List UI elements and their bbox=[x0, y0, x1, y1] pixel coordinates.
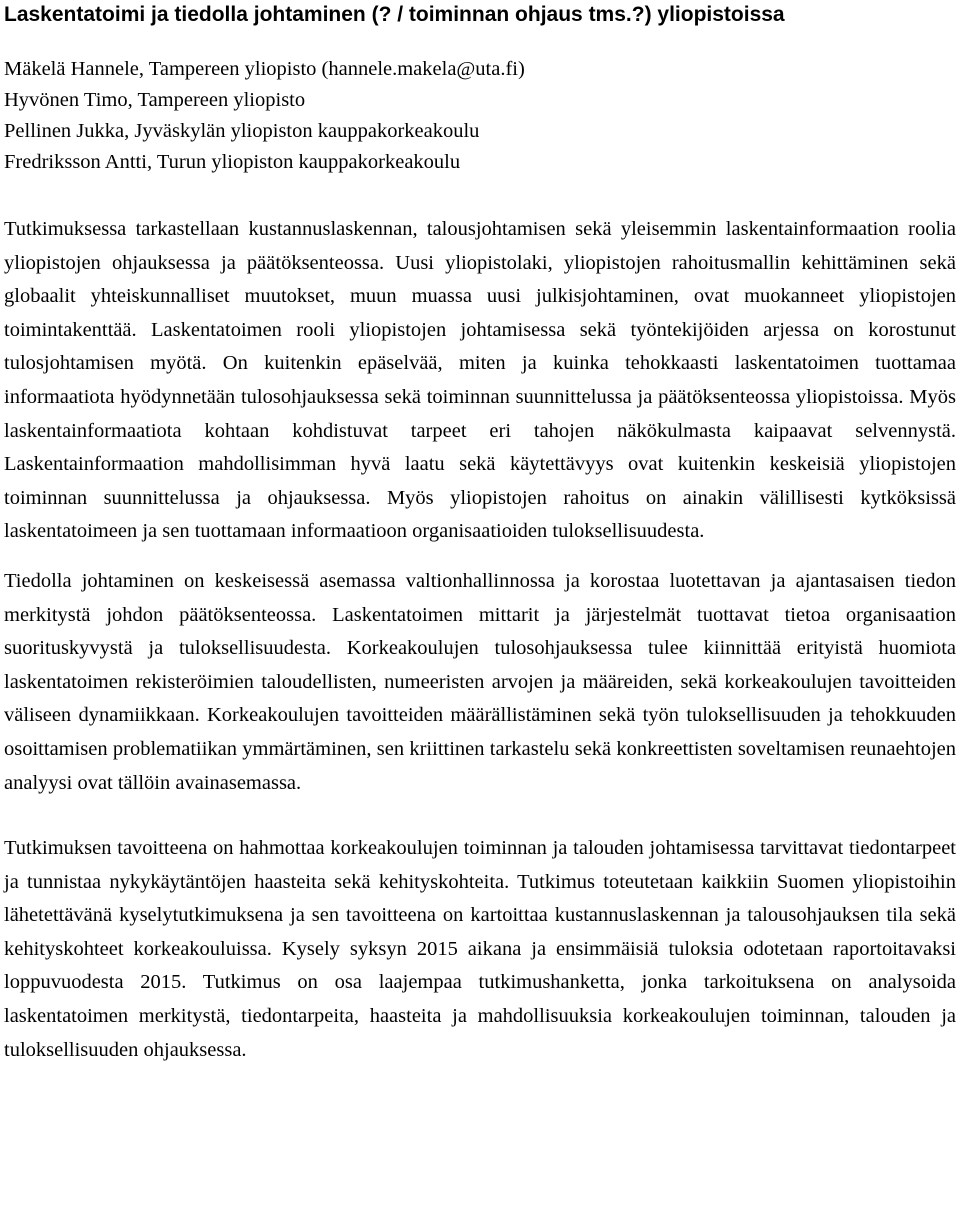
author-line: Pellinen Jukka, Jyväskylän yliopiston kauppakorkeakoulu bbox=[4, 120, 480, 142]
author-line: Fredriksson Antti, Turun yliopiston kauppakorkeakoulu bbox=[4, 151, 461, 173]
body-paragraph: Tutkimuksen tavoitteena on hahmottaa korkeakoulujen toiminnan ja talouden johtamisessa tarvittavat tiedontarpeet ja tunnistaa nykykäytäntöjen haasteita sekä kehityskohteita. Tutkimus toteutetaan kaikkiin Suomen yliopistoihin lähetettävänä kyselytutkimuksena ja sen tavoitteena on kartoittaa kustannuslaskennan ja talousohjauksen tila sekä kehityskohteet korkeakouluissa. Kysely syksyn 2015 aikana ja ensimmäisiä tuloksia odotetaan raportoitavaksi loppuvuodesta 2015. Tutkimus on osa laajempaa tutkimushanketta, jonka tarkoituksena on analysoida laskentatoimen merkitystä, tiedontarpeita, haasteita ja mahdollisuuksia korkeakoulujen toiminnan, talouden ja tuloksellisuuden ohjauksessa. bbox=[4, 837, 956, 1061]
author-line: Mäkelä Hannele, Tampereen yliopisto (hannele.makela@uta.fi) bbox=[4, 58, 525, 80]
author-list bbox=[4, 54, 956, 178]
author-line: Hyvönen Timo, Tampereen yliopisto bbox=[4, 89, 306, 111]
body-paragraph: Tutkimuksessa tarkastellaan kustannuslaskennan, talousjohtamisen sekä yleisemmin laskentainformaation roolia yliopistojen ohjauksessa ja päätöksenteossa. Uusi yliopistolaki, yliopistojen rahoitusmallin kehittäminen sekä globaalit yhteiskunnalliset muutokset, muun muassa uusi julkisjohtaminen, ovat muokanneet yliopistojen toimintakenttää. Laskentatoimen rooli yliopistojen johtamisessa sekä työntekijöiden arjessa on korostunut tulosjohtamisen myötä. On kuitenkin epäselvää, miten ja kuinka tehokkaasti laskentatoimen tuottamaa informaatiota hyödynnetään tulosohjauksessa sekä toiminnan suunnittelussa ja päätöksenteossa yliopistoissa. Myös laskentainformaatiota kohtaan kohdistuvat tarpeet eri tahojen näkökulmasta kaipaavat selvennystä. Laskentainformaation mahdollisimman hyvä laatu sekä käytettävyys ovat kuitenkin keskeisiä yliopistojen toiminnan suunnittelussa ja ohjauksessa. Myös yliopistojen rahoitus on ainakin välillisesti kytköksissä laskentatoimeen ja sen tuottamaan informaatioon organisaatioiden tuloksellisuudesta. bbox=[4, 218, 956, 543]
document-page bbox=[4, 0, 956, 1067]
body-paragraph: Tiedolla johtaminen on keskeisessä asemassa valtionhallinnossa ja korostaa luotettavan ja ajantasaisen tiedon merkitystä johdon päätöksenteossa. Laskentatoimen mittarit ja järjestelmät tuottavat tietoa organisaation suorituskyvystä ja tuloksellisuudesta. Korkeakoulujen tulosohjauksessa tulee kiinnittää erityistä huomiota laskentatoimen rekisteröimien taloudellisten, numeeristen arvojen ja määreiden, sekä korkeakoulujen tavoitteiden väliseen dynamiikkaan. Korkeakoulujen tavoitteiden määrällistäminen sekä työn tuloksellisuuden ja tehokkuuden osoittamisen problematiikan ymmärtäminen, sen kriittinen tarkastelu sekä konkreettisten soveltamisen reunaehtojen analyysi ovat tällöin avainasemassa. bbox=[4, 569, 956, 794]
document-title: Laskentatoimi ja tiedolla johtaminen (? / toiminnan ohjaus tms.?) yliopistoissa bbox=[4, 3, 785, 26]
